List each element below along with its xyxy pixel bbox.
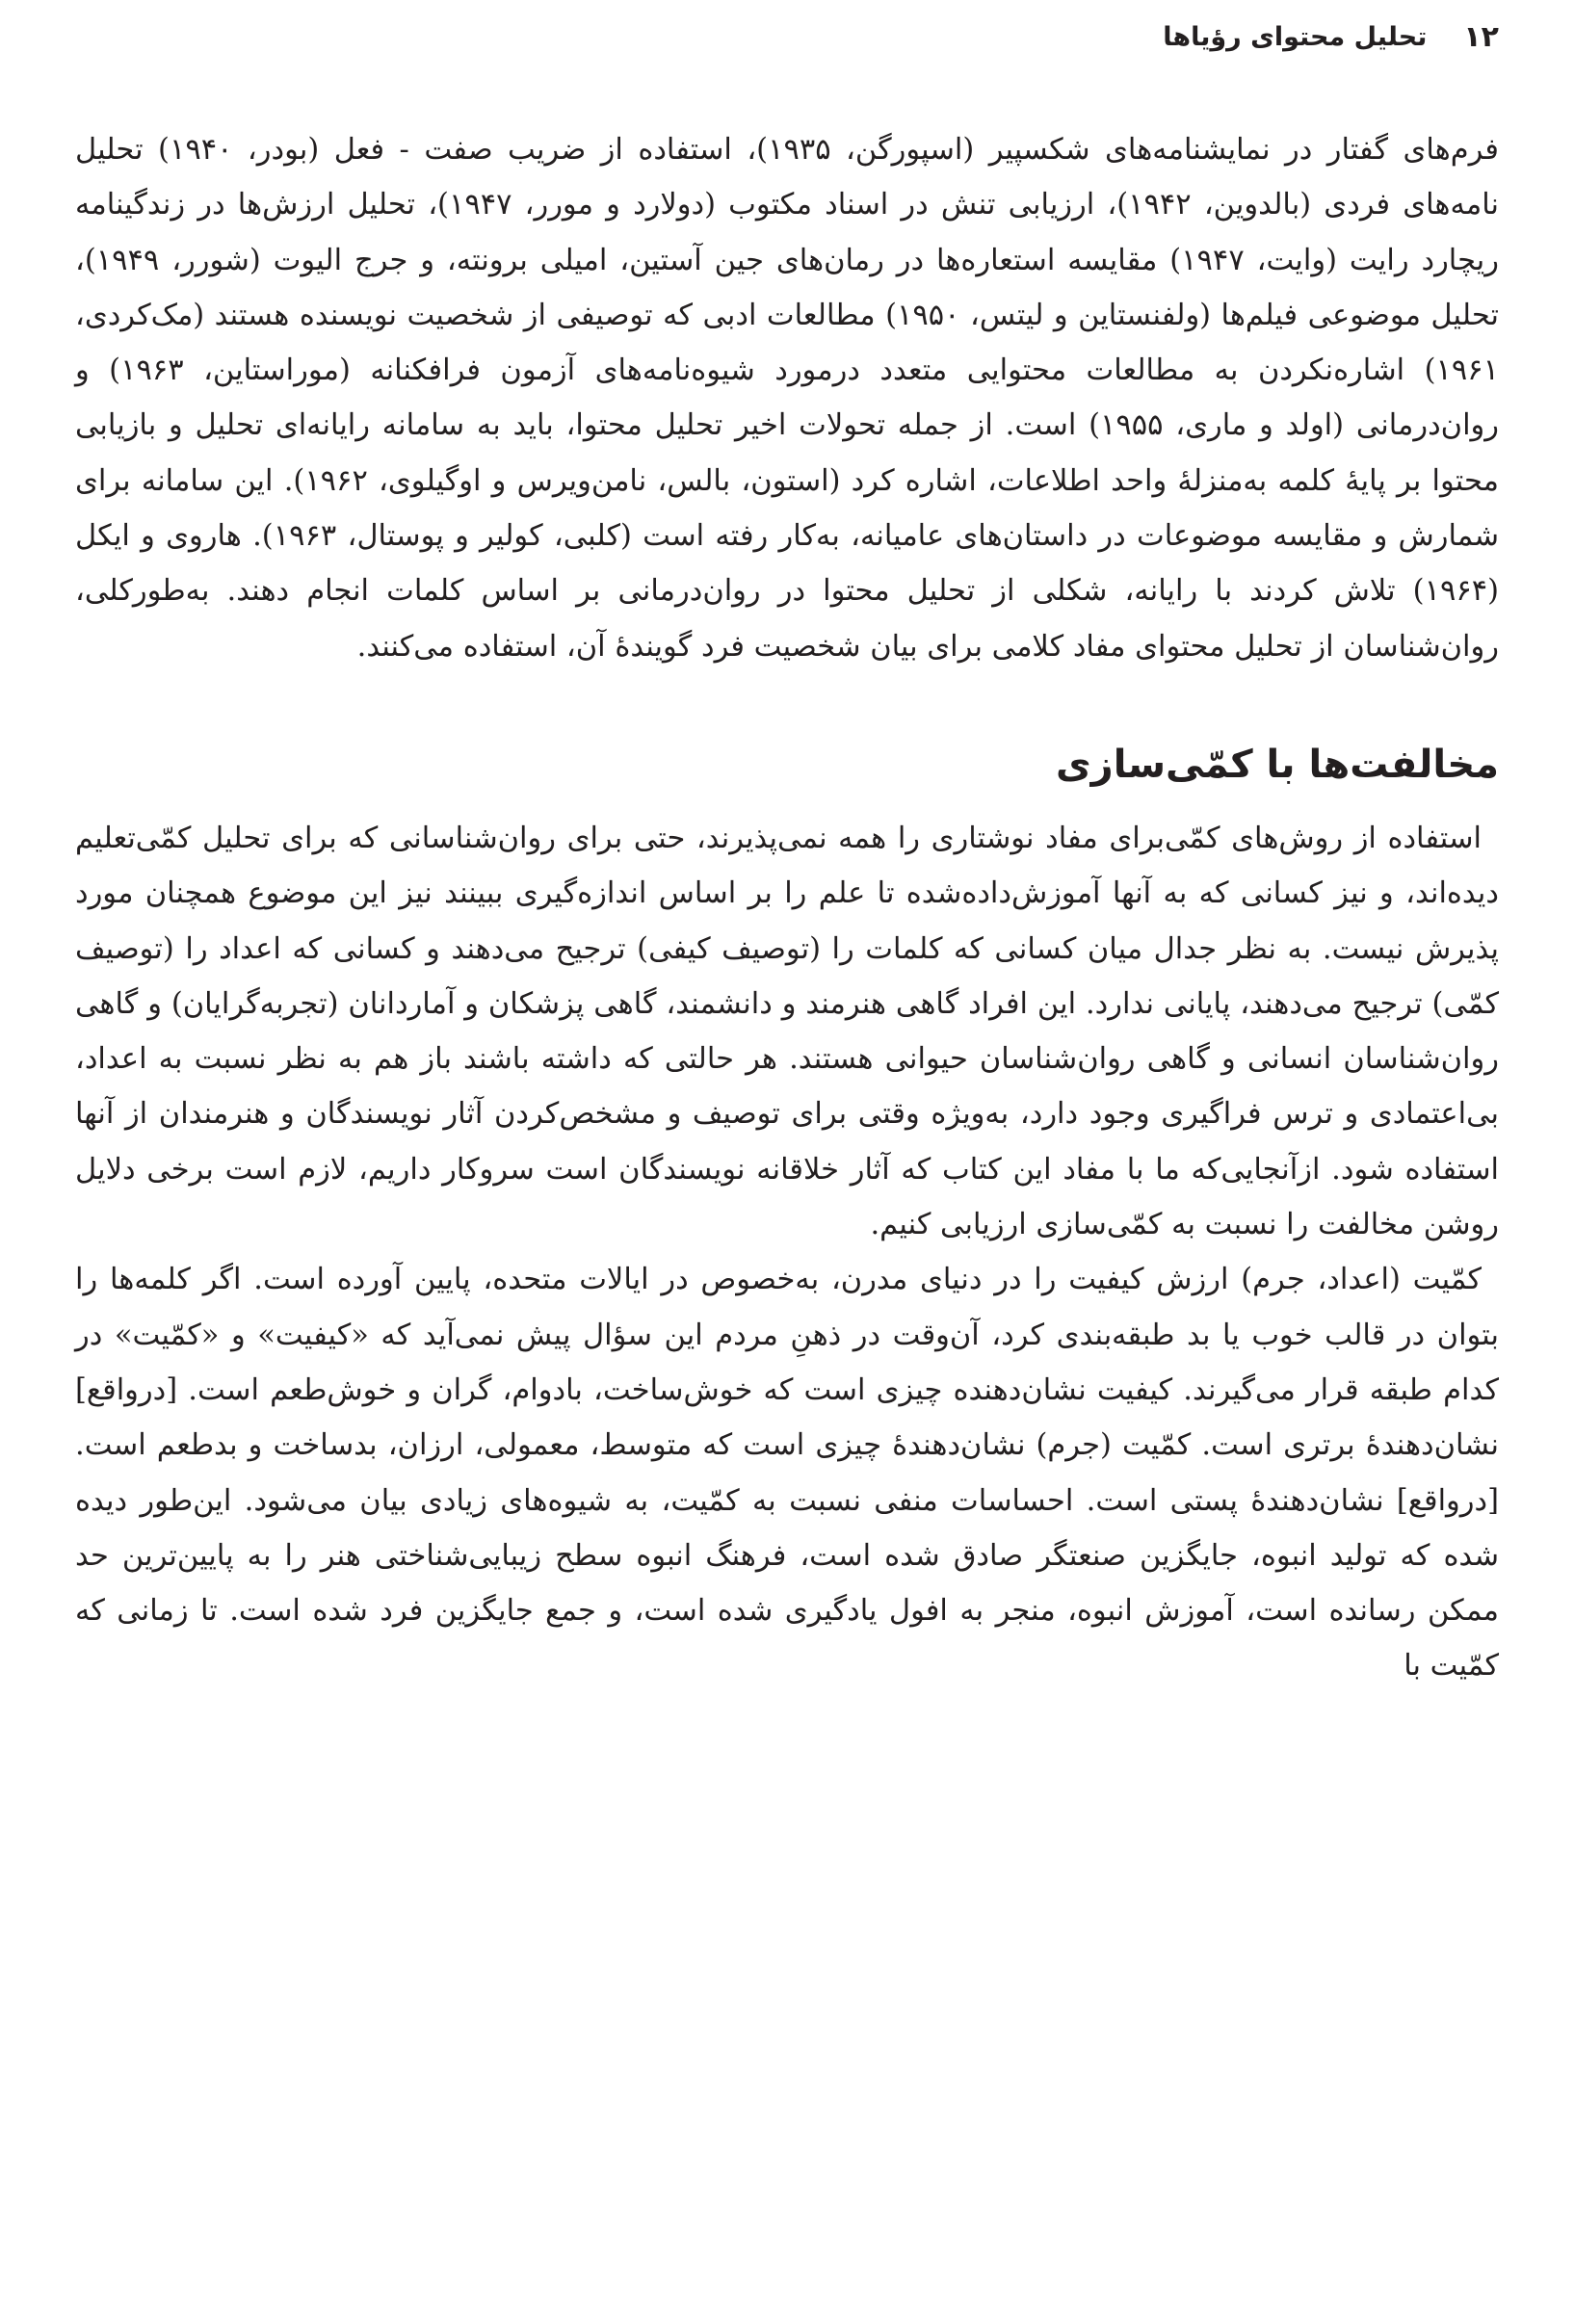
body-paragraph-1: فرم‌های گفتار در نمایشنامه‌های شکسپیر (اسپورگن، ۱۹۳۵)، استفاده از ضریب صفت - فعل (بودر، ۱۹۴۰) تحلیل نامه‌های فردی (بالدوین، ۱۹۴۲)، ارزیابی تنش در اسناد مکتوب (دولارد و مورر، ۱۹۴۷)، تحلیل ارزش‌ها در زندگینامه ریچارد رایت (وایت، ۱۹۴۷) مقایسه استعاره‌ها در رمان‌های جین آستین، امیلی برونته، و جرج الیوت (شورر، ۱۹۴۹)، تحلیل موضوعی فیلم‌ها (ولفنستاین و لیتس، ۱۹۵۰) مطالعات ادبی که توصیفی از شخصیت نویسنده هستند (مک‌کردی، ۱۹۶۱) اشاره‌نکردن به مطالعات محتوایی متعدد درمورد شیوه‌نامه‌های آزمون فرافکنانه (موراستاین، ۱۹۶۳) و روان‌درمانی (اولد و ماری، ۱۹۵۵) است. از جمله تحولات اخیر تحلیل محتوا، باید به سامانه رایانه‌ای تحلیل و بازیابی محتوا بر پایهٔ کلمه به‌منزلهٔ واحد اطلاعات، اشاره کرد (استون، بالس، نامن‌ویرس و اوگیلوی، ۱۹۶۲). این سامانه برای شمارش و مقایسه موضوعات در داستان‌های عامیانه، به‌کار رفته است (کلبی، کولیر و پوستال، ۱۹۶۳). هاروی و ایکل (۱۹۶۴) تلاش کردند با رایانه، شکلی از تحلیل محتوا در روان‌درمانی بر اساس کلمات انجام دهند. به‌طورکلی، روان‌شناسان از تحلیل محتوای مفاد کلامی برای بیان شخصیت فرد گویندهٔ آن، استفاده می‌کنند. bbox=[75, 133, 1500, 664]
body-paragraph-3: کمّیت (اعداد، جرم) ارزش کیفیت را در دنیای مدرن، به‌خصوص در ایالات متحده، پایین آورده است. اگر کلمه‌ها را بتوان در قالب خوب یا بد طبقه‌بندی کرد، آن‌وقت در ذهنِ مردم این سؤال پیش نمی‌آید که «کیفیت» و «کمّیت» در کدام طبقه قرار می‌گیرند. کیفیت نشان‌دهنده چیزی است که خوش‌ساخت، بادوام، گران و خوش‌طعم است. [درواقع] نشان‌دهندهٔ برتری است. کمّیت (جرم) نشان‌دهندهٔ چیزی است که متوسط، معمولی، ارزان، بدساخت و بدطعم است. [درواقع] نشان‌دهندهٔ پستی است. احساسات منفی نسبت به کمّیت، به شیوه‌های زیادی بیان می‌شود. این‌طور دیده شده که تولید انبوه، جایگزین صنعتگر صادق شده است، فرهنگ انبوه سطح زیبایی‌شناختی هنر را به پایین‌ترین حد ممکن رسانده است، آموزش انبوه، منجر به افول یادگیری شده است، و جمع جایگزین فرد شده است. تا زمانی که کمّیت با bbox=[75, 1263, 1499, 1684]
body-paragraph-2: استفاده از روش‌های کمّی‌برای مفاد نوشتاری را همه نمی‌پذیرند، حتی برای روان‌شناسانی که برای تحلیل کمّی‌تعلیم دیده‌اند، و نیز کسانی که به آنها آموزش‌داده‌شده تا علم را بر اساس اندازه‌گیری ببینند نیز این موضوع همچنان مورد پذیرش نیست. به نظر جدال میان کسانی که کلمات را (توصیف کیفی) ترجیح می‌دهند و کسانی که اعداد را (توصیف کمّی) ترجیح می‌دهند، پایانی ندارد. این افراد گاهی هنرمند و دانشمند، گاهی پزشکان و آماردانان (تجربه‌گرایان) و گاهی روان‌شناسان انسانی و گاهی روان‌شناسان حیوانی هستند. هر حالتی که داشته باشند باز هم به نظر نسبت به اعداد، بی‌اعتمادی و ترس فراگیری وجود دارد، به‌ویژه وقتی برای توصیف و مشخص‌کردن آثار نویسندگان و هنرمندان از آنها استفاده شود. ازآنجایی‌که ما با مفاد این کتاب که آثار خلاقانه نویسندگان است سروکار داریم، لازم است برخی دلایل روشن مخالفت را نسبت به کمّی‌سازی ارزیابی کنیم. bbox=[75, 821, 1499, 1242]
section-heading: مخالفت‌ها با کمّی‌سازی bbox=[1056, 742, 1499, 787]
running-header bbox=[75, 13, 1499, 62]
page-number: ۱۲ bbox=[1463, 20, 1499, 54]
running-title: تحلیل محتوای رؤیاها bbox=[1163, 22, 1428, 52]
page-body bbox=[75, 122, 1499, 1694]
